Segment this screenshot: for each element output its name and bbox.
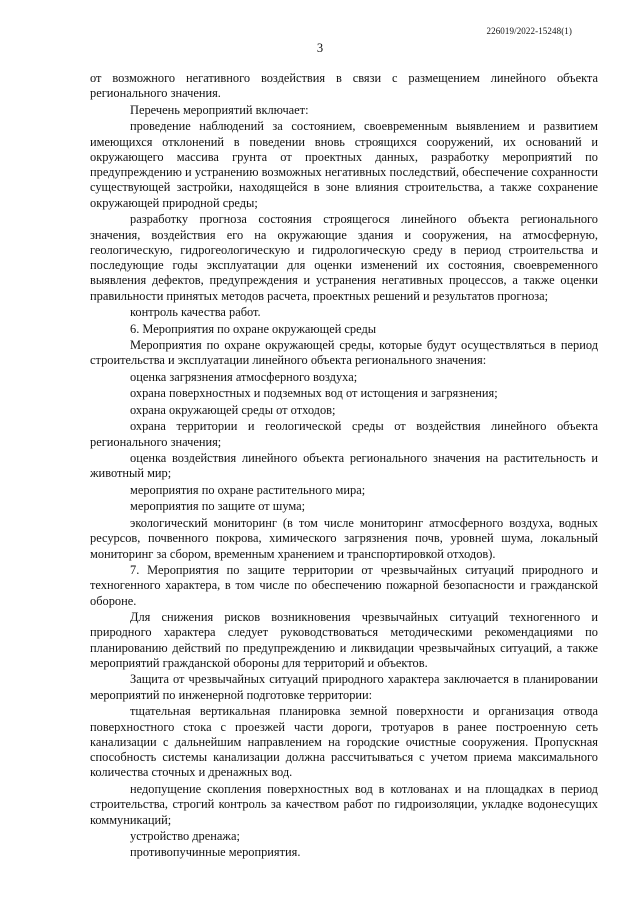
document-body (90, 71, 598, 862)
list-item: охрана поверхностных и подземных вод от истощения и загрязнения; (130, 386, 498, 401)
list-item: экологический мониторинг (в том числе мониторинг атмосферного воздуха, водных ресурсов, почвенного покрова, химического загрязнения почв, уровней шума, локальный мониторинг за сбором, временным хранением и транспортировкой отходов). (90, 515, 598, 561)
paragraph: Для снижения рисков возникновения чрезвычайных ситуаций техногенного и природного характера следует руководствоваться методическими рекомендациями по планированию действий по предупреждению и ликвидации чрезвычайных ситуаций, а также мероприятий гражданской обороны для территорий и объектов. (90, 610, 598, 670)
list-item: мероприятия по защите от шума; (130, 499, 306, 514)
list-item: оценка воздействия линейного объекта регионального значения на растительность и животный мир; (90, 451, 598, 481)
paragraph: контроль качества работ. (130, 305, 261, 320)
paragraph: от возможного негативного воздействия в связи с размещением линейного объекта регионального значения. (90, 71, 598, 101)
list-item: мероприятия по охране растительного мира; (130, 482, 366, 497)
section-heading: 6. Мероприятия по охране окружающей среды (130, 321, 377, 336)
list-item: охрана территории и геологической среды от воздействия линейного объекта регионального значения; (90, 419, 598, 449)
paragraph: Перечень мероприятий включает: (130, 102, 309, 117)
list-item: оценка загрязнения атмосферного воздуха; (130, 369, 358, 384)
list-item: устройство дренажа; (130, 829, 240, 843)
paragraph: проведение наблюдений за состоянием, своевременным выявлением и развитием имеющихся отклонений в поведении вновь строящихся сооружений, их оснований и окружающего массива грунта от проектных данных, разработку мероприятий по предупреждению и устранению возможных негативных последствий, обеспечение сохранности существующей застройки, находящейся в зоне влияния строительства, а также сохранение окружающей природной среды; (90, 119, 598, 210)
page-number: 3 (316, 41, 324, 55)
list-item: недопущение скопления поверхностных вод в котлованах и на площадках в период строительства, строгий контроль за качеством работ по гидроизоляции, укладке водонесущих коммуникаций; (90, 781, 598, 827)
list-item: противопучинные мероприятия. (130, 845, 301, 860)
paragraph: разработку прогноза состояния строящегося линейного объекта регионального значения, воздействия его на окружающие здания и сооружения, на атмосферную, геологическую, гидрогеологическую и гидрологическую среду в период строительства и последующие годы эксплуатации для оценки изменений их состояния, своевременного выявления дефектов, предупреждения и устранения негативных процессов, а также оценки правильности принятых методов расчета, проектных решений и результатов прогноза; (90, 212, 598, 303)
section-heading: 7. Мероприятия по защите территории от чрезвычайных ситуаций природного и техногенного характера, в том числе по обеспечению пожарной безопасности и гражданской обороне. (90, 563, 598, 608)
paragraph: Мероприятия по охране окружающей среды, которые будут осуществляться в период строительства и эксплуатации линейного объекта регионального значения: (90, 338, 598, 368)
list-item: охрана окружающей среды от отходов; (130, 402, 336, 417)
document-number: 226019/2022-15248(1) (486, 26, 572, 36)
paragraph: Защита от чрезвычайных ситуаций природного характера заключается в планировании мероприятий по инженерной подготовке территории: (90, 672, 598, 702)
list-item: тщательная вертикальная планировка земной поверхности и организация отвода поверхностного стока с проезжей части дороги, тротуаров в ранее построенную сеть канализации с дальнейшим направлением на городские очистные сооружения. Пропускная способность системы канализации должна рассчитываться с учетом приема максимального количества сточных и дренажных вод. (90, 704, 598, 780)
